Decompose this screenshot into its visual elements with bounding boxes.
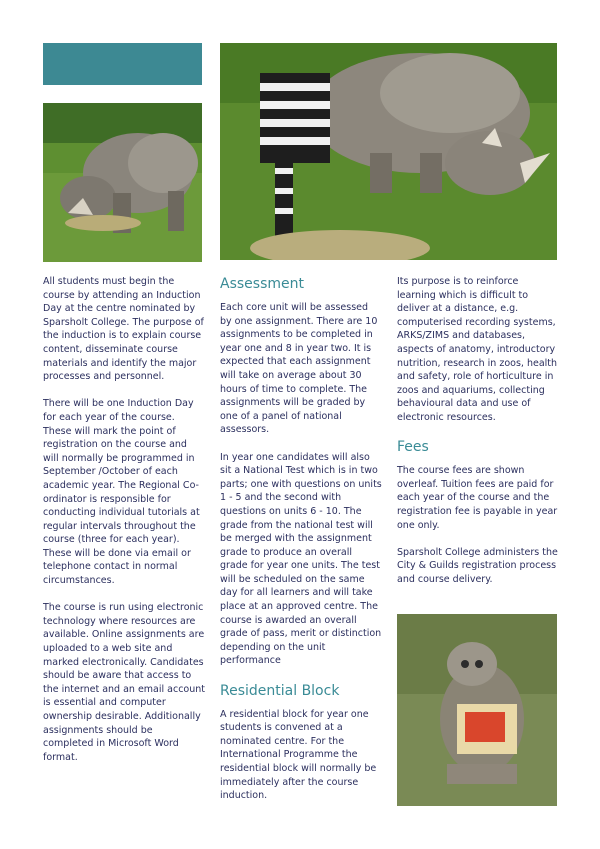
administration-paragraph: Sparsholt College administers the City & Guilds registration process and course delivery.: [397, 546, 558, 585]
teal-header-bar: [43, 43, 202, 85]
induction-paragraph: All students must begin the course by attending an Induction Day at the centre nominated by Sparsholt College. The purpose of the induction is to explain course content, disseminate course materials and identify the major processes and personnel.: [43, 276, 204, 383]
residential-purpose-paragraph: Its purpose is to reinforce learning which is difficult to deliver at a distance, e.g. computerised recording systems, ARKS/ZIMS and databases, aspects of anatomy, introductory nutrition, research in zoos, health and safety, role of horticulture in zoos and aquariums, collecting behavioural data and use of electronic resources.: [397, 276, 558, 423]
middle-column: [220, 275, 382, 816]
rhino-grazing-photo: [43, 103, 202, 262]
assessment-heading: Assessment: [220, 276, 304, 292]
residential-block-heading: Residential Block: [220, 682, 340, 699]
fees-heading: Fees: [397, 439, 429, 456]
residential-block-paragraph: A residential block for year one students is convened at a nominated centre. For the International Programme the residential block will normally be immediately after the course induction.: [220, 708, 377, 802]
national-test-paragraph: In year one candidates will also sit a National Test which is in two parts; one with questions on units 1 - 5 and the second with questions on units 6 - 10. The grade from the national test will be merged with the assignment grade to produce an overall grade for year one units. The test will be scheduled on the same day for all learners and will take place at an approved centre. The course is awarded an overall grade of pass, merit or distinction depending on the unit performance: [220, 451, 382, 667]
rhino-and-zebra-photo: [220, 43, 557, 260]
assessment-paragraph: Each core unit will be assessed by one assignment. There are 10 assignments to be completed in year one and 8 in year two. It is expected that each assignment will take on average about 30 hours of time to complete. The assignments will be graded by one of a panel of national assessors.: [220, 302, 378, 436]
right-column: [397, 275, 559, 600]
electronic-technology-paragraph: The course is run using electronic technology where resources are available. Online assignments are uploaded to a web site and marked electronically. Candidates should be aware that access to the internet and an email account is essential and computer ownership desirable. Additionally assignments should be completed in Microsoft Word format.: [43, 602, 206, 763]
left-column: [43, 275, 205, 778]
induction-day-paragraph: There will be one Induction Day for each year of the course. These will mark the point of registration on the course and will normally be programmed in September /October of each academic year. The Regional Co-ordinator is responsible for conducting individual tutorials at regular intervals throughout the course (three for each year). These will be done via email or telephone contact in normal circumstances.: [43, 398, 200, 587]
fees-paragraph: The course fees are shown overleaf. Tuition fees are paid for each year of the course and the registration fee is payable in year one only.: [397, 465, 558, 531]
monkey-photo: [397, 614, 557, 806]
